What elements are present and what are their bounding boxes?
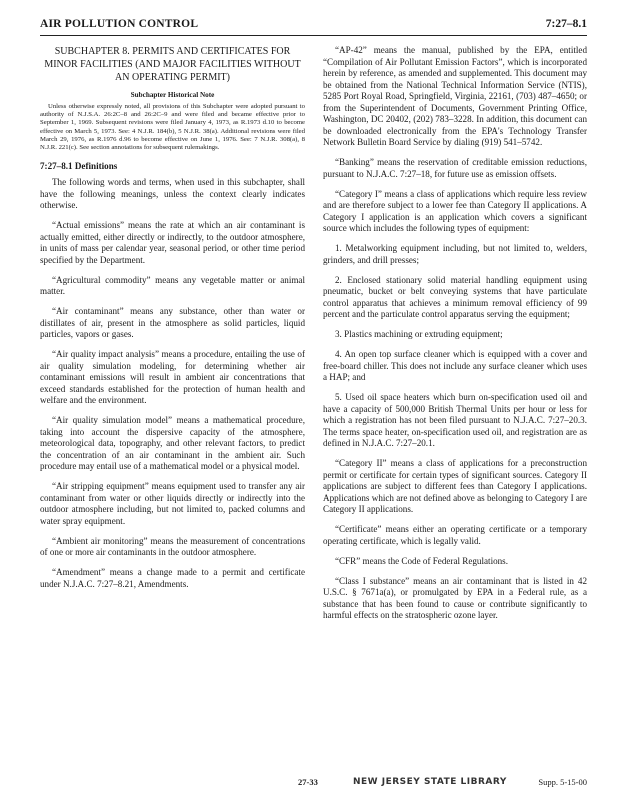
definition-certificate: “Certificate” means either an operating certificate or a temporary operating certificate, which is legally valid.	[323, 524, 587, 546]
definition-ap-42: “AP-42” means the manual, published by the EPA, entitled “Compilation of Air Pollutant Emission Factors”, which is incorporated herein by reference, as amended and supplemented. This document may be obtained from the National Technical Information Service (NTIS), 5285 Port Royal Road, Springfield, Virginia, 22161, (703) 487–4650; or from the Superintendent of Documents, Government Printing Office, Washington, DC 20402, (202) 783–3228. In addition, this document can be downloaded electronically from the EPA's Technology Transfer Network Bulletin Board Service by dialing (919) 541–5742.	[323, 45, 587, 147]
definition-banking: “Banking” means the reservation of creditable emission reductions, pursuant to N.J.A.C. 7:27–18, for future use as emission offsets.	[323, 157, 587, 179]
section-heading: 7:27–8.1 Definitions	[40, 161, 118, 172]
definition-amendment: “Amendment” means a change made to a permit and certificate under N.J.A.C. 7:27–8.21, Amendments.	[40, 567, 305, 589]
header-section-number: 7:27–8.1	[545, 18, 587, 30]
list-item: 2. Enclosed stationary solid material handling equipment using pneumatic, bucket or belt conveying systems that have particulate control apparatus that achieves a minimum removal efficiency of 99 percent and the particulate control apparatus serving the equipment;	[323, 274, 587, 319]
definition-air-quality-impact-analysis: “Air quality impact analysis” means a procedure, entailing the use of air quality simulation modeling, for determining whether air contaminant emissions will result in ambient air concentrations that exceed standards established for the protection of human health and welfare and the environment.	[40, 349, 305, 406]
definition-actual-emissions: “Actual emissions” means the rate at which an air contaminant is actually emitted, either directly or indirectly, to the outdoor atmosphere, in units of mass per calendar year, seasonal period, or other time period specified by the Department.	[40, 220, 305, 265]
paragraph: The following words and terms, when used in this subchapter, shall have the following meanings, unless the context clearly indicates otherwise.	[40, 177, 305, 211]
header-title: AIR POLLUTION CONTROL	[40, 18, 199, 30]
historical-note-text: Unless otherwise expressly noted, all provisions of this Subchapter were adopted pursuant to authority of N.J.S.A. 26:2C–8 and 26:2C–9 and were filed and became effective prior to September 1, 1969. Subsequent revisions were filed January 4, 1973, as R.1973 d.10 to become effective on March 5, 1973. See: 4 N.J.R. 184(b), 5 N.J.R. 38(a). Additional revisions were filed March 29, 1976, as R.1976 d.96 to become effective on June 1, 1976. See: 7 N.J.R. 308(a), 8 N.J.R. 221(c). See section annotations for subsequent rulemakings.	[40, 103, 305, 152]
definition-class-i-substance: “Class I substance” means an air contaminant that is listed in 42 U.S.C. § 7671a(a), or promulgated by EPA in a Federal rule, as a substance that has been found to cause or contribute significantly to harmful effects on the stratospheric ozone layer.	[323, 575, 587, 620]
definition-category-i: “Category I” means a class of applications which require less review and are therefore subject to a lower fee than Category II applications. A Category I application is an application which covers a significant source which includes the following types of equipment:	[323, 188, 587, 233]
page-number: 27-33	[298, 777, 318, 787]
list-item: 4. An open top surface cleaner which is equipped with a cover and free-board chiller. This does not include any surface cleaner which uses a HAP; and	[323, 349, 587, 382]
running-header	[40, 15, 587, 36]
library-stamp: NEW JERSEY STATE LIBRARY	[353, 777, 507, 787]
list-item: 3. Plastics machining or extruding equipment;	[335, 329, 503, 339]
list-item: 1. Metalworking equipment including, but not limited to, welders, grinders, and drill presses;	[323, 243, 587, 265]
left-column	[40, 45, 305, 599]
subchapter-title: SUBCHAPTER 8. PERMITS AND CERTIFICATES FOR MINOR FACILITIES (AND MAJOR FACILITIES WITHOUT AN OPERATING PERMIT)	[44, 46, 301, 83]
supplement-date: Supp. 5-15-00	[538, 777, 587, 787]
definition-air-contaminant: “Air contaminant” means any substance, other than water or distillates of air, present in the atmosphere as solid particles, liquid particles, vapors or gases.	[40, 306, 305, 340]
historical-note-title: Subchapter Historical Note	[130, 91, 215, 99]
definition-category-ii: “Category II” means a class of applications for a preconstruction permit or certificate for certain types of significant sources. Category II applications are subject to different fees than Category I applications. Applications which are not defined above as belonging to Category I are Category II applications.	[323, 458, 587, 514]
list-item: 5. Used oil space heaters which burn on-specification used oil and have a capacity of 500,000 British Thermal Units per hour or less for which a registration has not been filed pursuant to N.J.A.C. 7:27–20.3. The terms space heater, on-specification used oil, and registration are as defined in N.J.A.C. 7:27–20.1.	[323, 392, 587, 448]
definition-cfr: “CFR” means the Code of Federal Regulations.	[335, 555, 508, 566]
right-column	[323, 45, 587, 630]
definition-agricultural-commodity: “Agricultural commodity” means any vegetable matter or animal matter.	[40, 274, 305, 297]
definition-ambient-air-monitoring: “Ambient air monitoring” means the measurement of concentrations of one or more air contaminants in the outdoor atmosphere.	[40, 535, 305, 558]
definition-air-stripping-equipment: “Air stripping equipment” means equipment used to transfer any air contaminant from water or other liquids directly or indirectly into the outdoor atmosphere including, but not limited to, packed columns and water spray equipment.	[40, 481, 305, 526]
definition-air-quality-simulation-model: “Air quality simulation model” means a mathematical procedure, taking into account the dispersive capacity of the atmosphere, meteorological data, topography, and other relevant factors, to predict the concentration of an air contaminant in the ambient air. Such procedure may entail use of a mathematical model or a physical model.	[40, 415, 305, 472]
